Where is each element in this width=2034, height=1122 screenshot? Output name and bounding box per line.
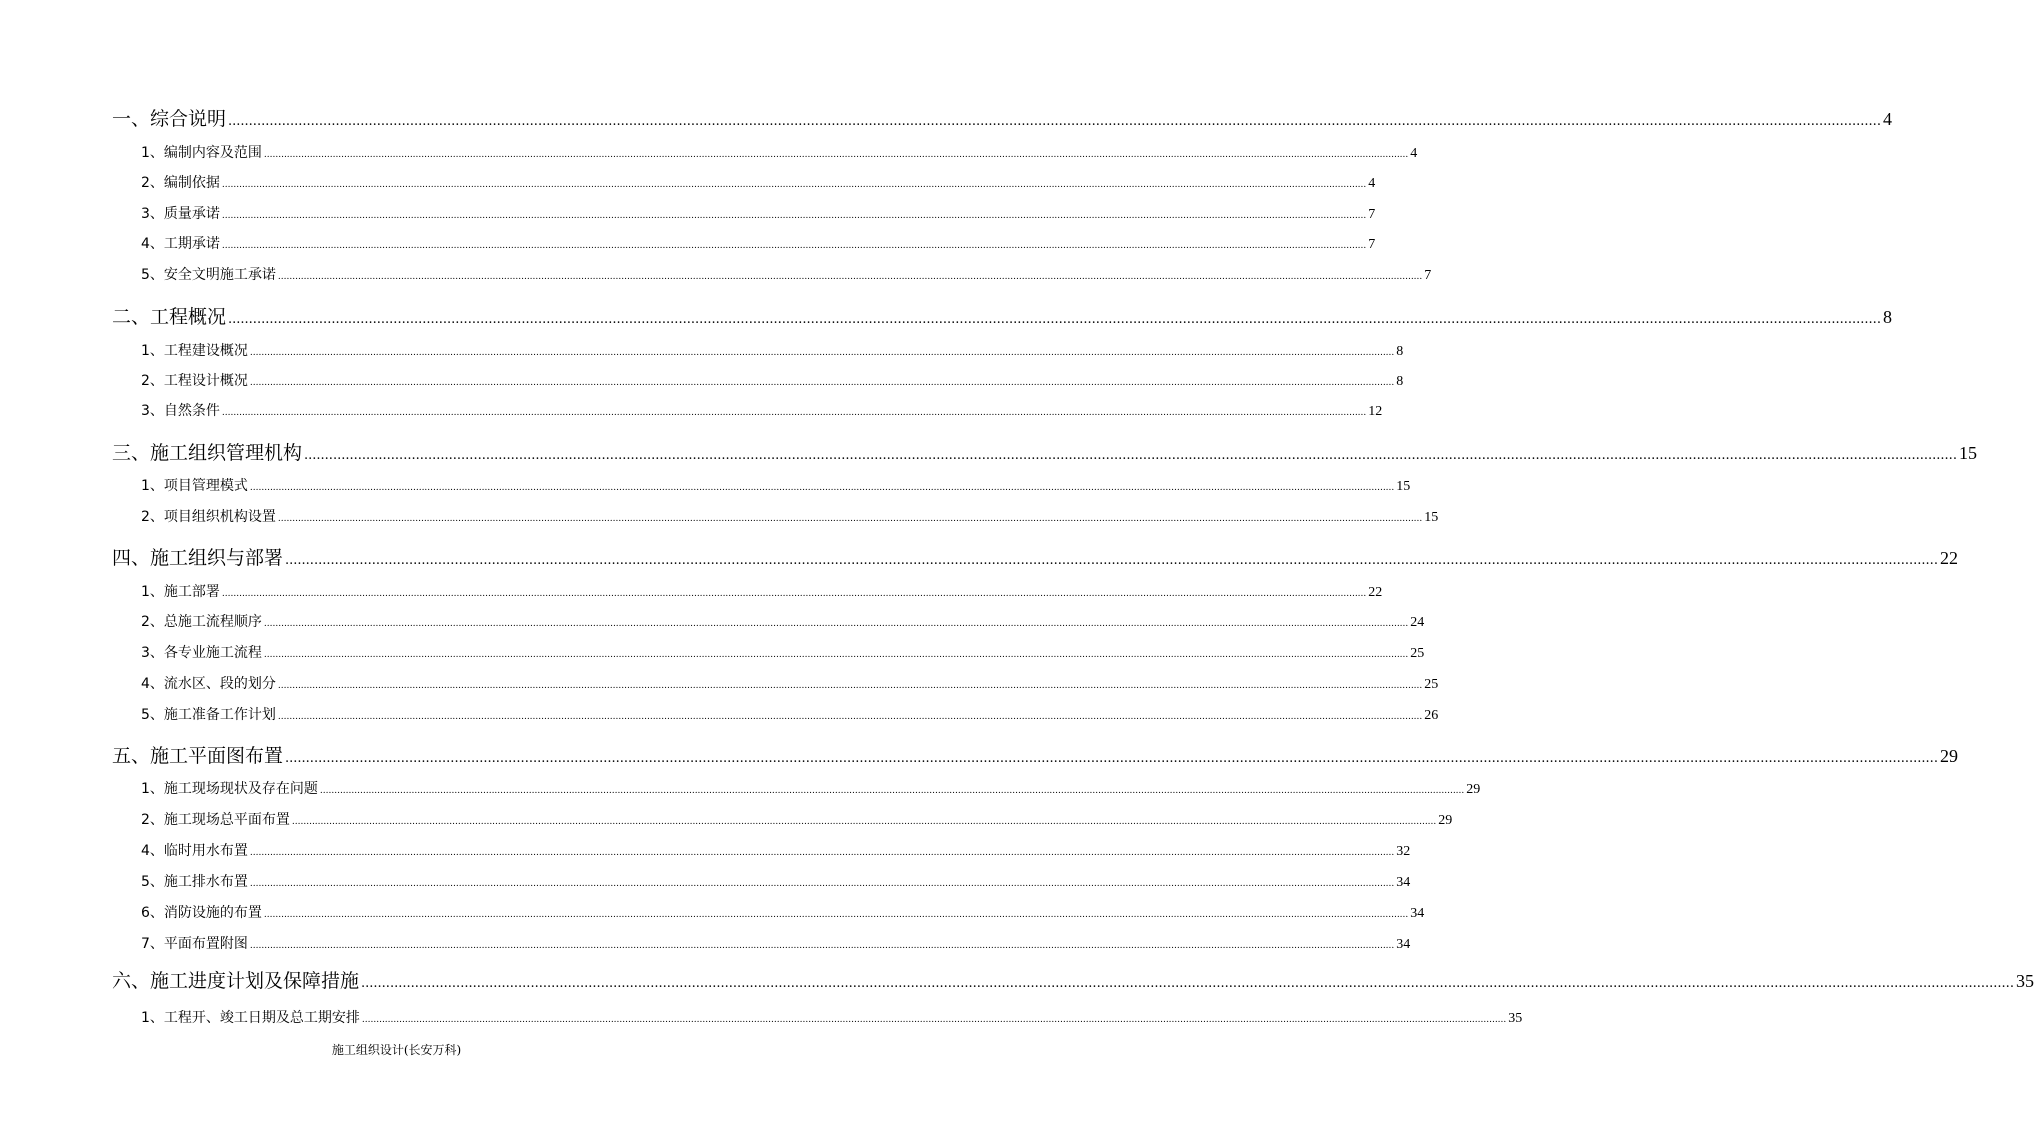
toc-section-entry[interactable] [141,778,1481,798]
toc-dot-leader: ................................................................................................................................................................................................................................................................................................................................................................................................................ [221,180,1367,190]
toc-page-number: 4 [1882,109,1892,129]
page-footer: 施工组织设计(长安万科) [331,1043,462,1057]
toc-dot-leader: ................................................................................................................................................................................................................................................................................................................................................................................................................ [361,976,2014,991]
toc-dot-leader: ................................................................................................................................................................................................................................................................................................................................................................................................................ [304,448,1957,463]
toc-section-entry[interactable] [141,400,1383,420]
toc-section-entry[interactable] [141,340,1404,360]
toc-entry-label: 2、工程设计概况 [141,373,248,389]
toc-section-entry[interactable] [141,642,1425,662]
toc-entry-label: 一、综合说明 [112,108,227,130]
toc-page-number: 29 [1466,782,1481,797]
toc-dot-leader: ................................................................................................................................................................................................................................................................................................................................................................................................................ [263,650,1409,660]
toc-page-number: 8 [1396,344,1404,359]
toc-section-entry[interactable] [141,172,1376,192]
toc-section-entry[interactable] [141,871,1411,891]
toc-entry-label: 2、总施工流程顺序 [141,614,262,630]
toc-entry-label: 2、项目组织机构设置 [141,509,276,525]
toc-entry-label: 4、临时用水布置 [141,843,248,859]
toc-entry-label: 二、工程概况 [112,306,227,328]
toc-page-number: 22 [1368,585,1383,600]
toc-section-entry[interactable] [141,1007,1523,1027]
toc-entry-label: 1、工程开、竣工日期及总工期安排 [141,1010,360,1026]
toc-dot-leader: ................................................................................................................................................................................................................................................................................................................................................................................................................ [277,514,1423,524]
toc-dot-leader: ................................................................................................................................................................................................................................................................................................................................................................................................................ [319,786,1465,796]
toc-entry-label: 4、流水区、段的划分 [141,676,276,692]
toc-entry-label: 2、编制依据 [141,175,220,191]
toc-section-entry[interactable] [141,475,1411,495]
toc-dot-leader: ................................................................................................................................................................................................................................................................................................................................................................................................................ [221,211,1367,221]
toc-dot-leader: ................................................................................................................................................................................................................................................................................................................................................................................................................ [285,751,1938,766]
toc-dot-leader: ................................................................................................................................................................................................................................................................................................................................................................................................................ [221,589,1367,599]
toc-page-number: 12 [1368,404,1383,419]
toc-page-number: 4 [1410,146,1418,161]
toc-section-entry[interactable] [141,370,1404,390]
toc-chapter-entry[interactable] [112,438,1977,466]
toc-page-number: 25 [1410,646,1425,661]
toc-page-number: 32 [1396,844,1411,859]
toc-entry-label: 5、施工准备工作计划 [141,707,276,723]
toc-entry-label: 7、平面布置附图 [141,936,248,952]
toc-entry-label: 6、消防设施的布置 [141,905,262,921]
toc-section-entry[interactable] [141,581,1383,601]
toc-page-number: 7 [1424,268,1432,283]
toc-page-number: 22 [1939,548,1958,568]
toc-entry-label: 3、质量承诺 [141,206,220,222]
toc-page-number: 15 [1958,443,1977,463]
toc-chapter-entry[interactable] [112,302,1892,330]
toc-page-number: 7 [1368,237,1376,252]
toc-page-number: 29 [1438,813,1453,828]
toc-chapter-entry[interactable] [112,104,1892,132]
toc-section-entry[interactable] [141,704,1439,724]
toc-section-entry[interactable] [141,809,1453,829]
toc-dot-leader: ................................................................................................................................................................................................................................................................................................................................................................................................................ [249,848,1395,858]
toc-entry-label: 1、工程建设概况 [141,343,248,359]
toc-page-number: 24 [1410,615,1425,630]
toc-page-number: 8 [1396,374,1404,389]
toc-entry-label: 3、各专业施工流程 [141,645,262,661]
toc-page-number: 35 [1508,1011,1523,1026]
toc-dot-leader: ................................................................................................................................................................................................................................................................................................................................................................................................................ [263,910,1409,920]
toc-entry-label: 三、施工组织管理机构 [112,442,303,464]
toc-section-entry[interactable] [141,506,1439,526]
toc-section-entry[interactable] [141,611,1425,631]
toc-dot-leader: ................................................................................................................................................................................................................................................................................................................................................................................................................ [249,378,1395,388]
toc-page-number: 4 [1368,176,1376,191]
toc-section-entry[interactable] [141,203,1376,223]
toc-page-number: 34 [1396,875,1411,890]
toc-dot-leader: ................................................................................................................................................................................................................................................................................................................................................................................................................ [228,312,1881,327]
toc-dot-leader: ................................................................................................................................................................................................................................................................................................................................................................................................................ [249,483,1395,493]
toc-chapter-entry[interactable] [112,966,2034,994]
toc-section-entry[interactable] [141,840,1411,860]
toc-section-entry[interactable] [141,673,1439,693]
toc-dot-leader: ................................................................................................................................................................................................................................................................................................................................................................................................................ [277,272,1423,282]
toc-dot-leader: ................................................................................................................................................................................................................................................................................................................................................................................................................ [249,941,1395,951]
toc-page-number: 8 [1882,307,1892,327]
toc-dot-leader: ................................................................................................................................................................................................................................................................................................................................................................................................................ [263,619,1409,629]
toc-page-number: 7 [1368,207,1376,222]
toc-entry-label: 2、施工现场总平面布置 [141,812,290,828]
toc-page-number: 34 [1396,937,1411,952]
toc-dot-leader: ................................................................................................................................................................................................................................................................................................................................................................................................................ [277,712,1423,722]
toc-page-number: 29 [1939,746,1958,766]
toc-section-entry[interactable] [141,933,1411,953]
toc-dot-leader: ................................................................................................................................................................................................................................................................................................................................................................................................................ [277,681,1423,691]
toc-dot-leader: ................................................................................................................................................................................................................................................................................................................................................................................................................ [249,879,1395,889]
toc-section-entry[interactable] [141,142,1418,162]
toc-dot-leader: ................................................................................................................................................................................................................................................................................................................................................................................................................ [221,408,1367,418]
toc-page-number: 25 [1424,677,1439,692]
toc-entry-label: 四、施工组织与部署 [112,547,284,569]
toc-dot-leader: ................................................................................................................................................................................................................................................................................................................................................................................................................ [361,1015,1507,1025]
toc-entry-label: 六、施工进度计划及保障措施 [112,970,360,992]
toc-dot-leader: ................................................................................................................................................................................................................................................................................................................................................................................................................ [285,553,1938,568]
toc-dot-leader: ................................................................................................................................................................................................................................................................................................................................................................................................................ [221,241,1367,251]
toc-section-entry[interactable] [141,233,1376,253]
toc-dot-leader: ................................................................................................................................................................................................................................................................................................................................................................................................................ [263,150,1409,160]
toc-chapter-entry[interactable] [112,543,1958,571]
toc-entry-label: 1、施工现场现状及存在问题 [141,781,318,797]
toc-page-number: 34 [1410,906,1425,921]
toc-page-number: 15 [1396,479,1411,494]
toc-chapter-entry[interactable] [112,741,1958,769]
toc-page-number: 35 [2015,971,2034,991]
toc-dot-leader: ................................................................................................................................................................................................................................................................................................................................................................................................................ [291,817,1437,827]
toc-page-number: 26 [1424,708,1439,723]
toc-dot-leader: ................................................................................................................................................................................................................................................................................................................................................................................................................ [228,114,1881,129]
toc-entry-label: 5、安全文明施工承诺 [141,267,276,283]
toc-page-number: 15 [1424,510,1439,525]
toc-entry-label: 5、施工排水布置 [141,874,248,890]
toc-section-entry[interactable] [141,264,1432,284]
toc-entry-label: 1、项目管理模式 [141,478,248,494]
toc-entry-label: 3、自然条件 [141,403,220,419]
toc-entry-label: 1、编制内容及范围 [141,145,262,161]
toc-entry-label: 4、工期承诺 [141,236,220,252]
toc-entry-label: 1、施工部署 [141,584,220,600]
toc-entry-label: 五、施工平面图布置 [112,745,284,767]
toc-section-entry[interactable] [141,902,1425,922]
toc-dot-leader: ................................................................................................................................................................................................................................................................................................................................................................................................................ [249,348,1395,358]
